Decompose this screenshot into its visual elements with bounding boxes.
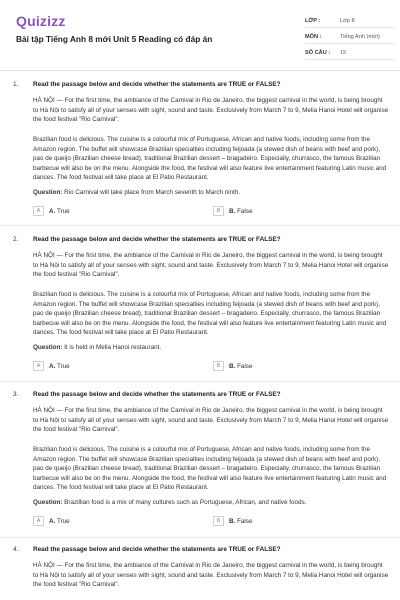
question-number: 4. [13,546,19,553]
meta-value: Tiếng Anh (mới) [340,33,380,40]
option-b[interactable] [213,516,252,526]
question-label: Question: [33,499,63,506]
question-number: 1. [13,81,19,88]
option-a[interactable] [33,516,70,526]
option-key: B. [229,362,236,370]
question-prompt: Read the passage below and decide whether the statements are TRUE or FALSE? [33,236,281,243]
option-text: False [237,207,253,215]
question-text: Rio Carnival will take place from March seventh to March ninth. [64,189,241,196]
option-letter-box: B [213,516,224,526]
option-key: A. [49,362,56,370]
option-key: B. [229,207,236,215]
meta-label: MÔN : [305,33,322,40]
passage-paragraph-1: HÀ NỘI — For the first time, the ambiance of the Carnival in Rio de Janeiro, the biggest carnival in the world, is being brought to Hà Nội to satisfy all of your senses with sight, sound and taste. Exclusively from March 7 to 9, Melia Hanoi Hotel will organise the food festival "Rio Carnival". [33,97,389,123]
option-text: False [237,517,253,525]
meta-row-subject [305,30,395,44]
question-prompt: Read the passage below and decide whether the statements are TRUE or FALSE? [33,546,281,553]
option-letter-box: A [33,361,44,371]
option-a[interactable] [33,361,70,371]
meta-value: 15 [340,49,347,56]
passage-paragraph-1: HÀ NỘI — For the first time, the ambiance of the Carnival in Rio de Janeiro, the biggest carnival in the world, is being brought to Hà Nội to satisfy all of your senses with sight, sound and taste. Exclusively from March 7 to 9, Melia Hanoi Hotel will organise the food festival "Rio Carnival". [33,562,389,588]
header-divider [0,70,400,71]
option-text: True [56,207,70,215]
worksheet-header [0,0,400,64]
option-key: B. [229,517,236,525]
option-b[interactable] [213,361,252,371]
meta-row-count [305,46,395,60]
passage-paragraph-2: Brazilian food is delicious. The cuisine is a colourful mix of Portuguese, African and native foods, including some from the Amazon region. The buffet will showcase Brazilian specialties including feijoada (a stewed dish of beans with beef and pork), pao de queijo (Brazilian cheese bread), traditional Brazilian dessert – bragadeiro. Especially, churrasco, the famous Brazilian barbecue will also be on the menu. Alongside the food, the festival will also feature live entertainment featuring Latin music and dances. The food festival will take place at El Patio Restaurant. [33,136,387,181]
question-number: 3. [13,391,19,398]
question-label: Question: [33,344,63,351]
meta-value: Lớp 8 [340,17,355,24]
passage-paragraph-2: Brazilian food is delicious. The cuisine is a colourful mix of Portuguese, African and native foods, including some from the Amazon region. The buffet will showcase Brazilian specialties including feijoada (a stewed dish of beans with beef and pork), pao de queijo (Brazilian cheese bread), traditional Brazilian dessert – bragadeiro. Especially, churrasco, the famous Brazilian barbecue will also be on the menu. Alongside the food, the festival will also feature live entertainment featuring Latin music and dances. The food festival will take place at El Patio Restaurant. [33,291,387,336]
question-text: Brazillian food is a mix of many cultures such as Portuguese, African, and native foods. [64,499,307,506]
question-number: 2. [13,236,19,243]
worksheet-title: Bài tập Tiếng Anh 8 mới Unit 5 Reading có đáp án [16,34,213,44]
question-line [33,189,240,196]
meta-label: SỐ CÂU : [305,49,331,56]
question-prompt: Read the passage below and decide whether the statements are TRUE or FALSE? [33,81,281,88]
option-text: True [56,517,70,525]
meta-row-class [305,14,395,28]
question-label: Question: [33,189,63,196]
question-text: It is held in Melia Hanoi restaurant. [64,344,162,351]
option-key: A. [49,207,56,215]
option-letter-box: A [33,516,44,526]
passage-paragraph-2: Brazilian food is delicious. The cuisine is a colourful mix of Portuguese, African and native foods, including some from the Amazon region. The buffet will showcase Brazilian specialties including feijoada (a stewed dish of beans with beef and pork), pao de queijo (Brazilian cheese bread), traditional Brazilian dessert – bragadeiro. Especially, churrasco, the famous Brazilian barbecue will also be on the menu. Alongside the food, the festival will also feature live entertainment featuring Latin music and dances. The food festival will take place at El Patio Restaurant. [33,446,387,491]
option-key: A. [49,517,56,525]
option-a[interactable] [33,206,70,216]
question-line [33,499,306,506]
passage-paragraph-1: HÀ NỘI — For the first time, the ambiance of the Carnival in Rio de Janeiro, the biggest carnival in the world, is being brought to Hà Nội to satisfy all of your senses with sight, sound and taste. Exclusively from March 7 to 9, Melia Hanoi Hotel will organise the food festival "Rio Carnival". [33,407,389,433]
quizizz-logo: Quizizz [16,13,66,29]
worksheet-meta [305,14,395,62]
meta-label: LỚP : [305,17,321,24]
question-line [33,344,161,351]
option-text: False [237,362,253,370]
option-text: True [56,362,70,370]
option-letter-box: B [213,206,224,216]
question-divider [0,537,400,538]
question-divider [0,225,400,226]
option-letter-box: A [33,206,44,216]
passage-paragraph-1: HÀ NỘI — For the first time, the ambiance of the Carnival in Rio de Janeiro, the biggest carnival in the world, is being brought to Hà Nội to satisfy all of your senses with sight, sound and taste. Exclusively from March 7 to 9, Melia Hanoi Hotel will organise the food festival "Rio Carnival". [33,252,389,278]
option-b[interactable] [213,206,252,216]
question-prompt: Read the passage below and decide whether the statements are TRUE or FALSE? [33,391,281,398]
question-divider [0,381,400,382]
option-letter-box: B [213,361,224,371]
